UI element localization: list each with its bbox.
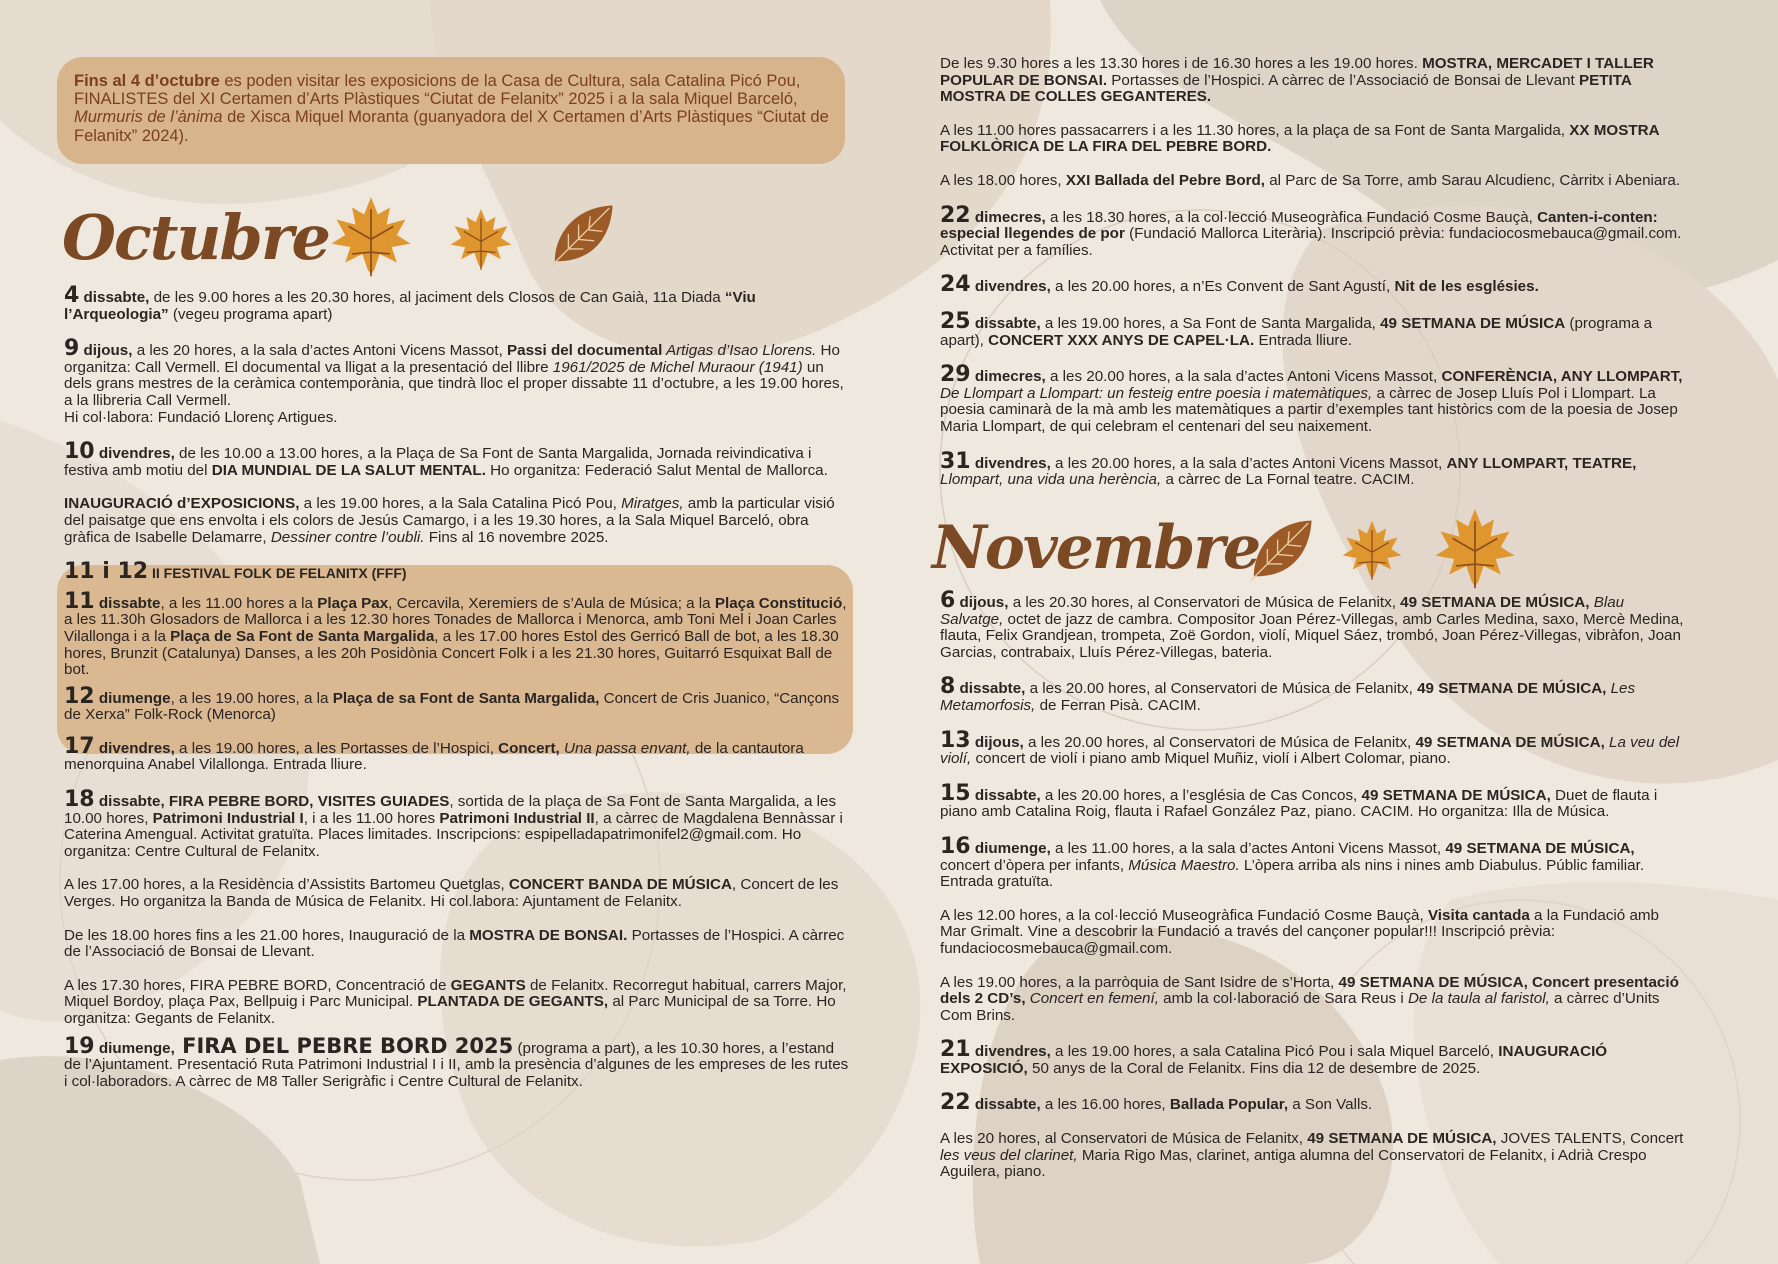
maple-leaf-icon [1432, 502, 1518, 592]
event-nov-22: 22 dissabte, a les 16.00 hores, Ballada Popular, a Son Valls. [940, 1090, 1373, 1116]
event-oct-18: 18 dissabte, FIRA PEBRE BORD, VISITES GUIADES, sortida de la plaça de Sa Font de Santa Margalida, a les 10.00 hores, Patrimoni Industrial I, i a les 11.00 hores Patrimoni Industrial II, a càrrec de Magdalena Bennàssar i Caterina Amengual. Activitat gratuïta. Places limitades. Inscripcions: espipelladapatrimonifel2@gmail.com. Ho organitza: Centre Cultural de Felanitx. [64, 787, 843, 860]
novembre-events [940, 588, 1685, 1198]
intro-text: Fins al 4 d’octubre es poden visitar les exposicions de la Casa de Cultura, sala Catalina Picó Pou, FINALISTES del XI Certamen d’Arts Plàstiques “Ciutat de Felanitx” 2025 i a la sala Miquel Barceló, Murmuris de l’ànima de Xisca Miquel Moranta (guanyadora del X Certamen d’Arts Plàstiques “Ciutat de Felanitx” 2024). [74, 72, 829, 145]
event-oct-12: 12 diumenge, a les 19.00 hores, a la Plaça de sa Font de Santa Margalida, Concert de Cris Juanico, “Cançons de Xerxa” Folk-Rock (Menorca) [64, 683, 840, 724]
event-bonsai-mercadet: De les 9.30 hores a les 13.30 hores i de 16.30 hores a les 19.00 hores. MOSTRA, MERCADET I TALLER POPULAR DE BONSAI. Portasses de l’Hospici. A càrrec de l’Associació de Bonsai de Llevant PETITA MOSTRA DE COLLES GEGANTERES. [940, 55, 1654, 106]
maple-leaf-icon [448, 198, 514, 278]
event-mostra-bonsai: De les 18.00 hores fins a les 21.00 hores, Inauguració de la MOSTRA DE BONSAI. Portasses de l’Hospici. A càrrec de l’Associació de Bonsai de Llevant. [64, 926, 845, 961]
event-oct-10: 10 divendres, de les 10.00 a 13.00 hores, a la Plaça de Sa Font de Santa Margalida, Jornada reivindicativa i festiva amb motiu del DIA MUNDIAL DE LA SALUT MENTAL. Ho organitza: Federació Salut Mental de Mallorca. [64, 439, 828, 479]
event-concert-banda: A les 17.00 hores, a la Residència d’Assistits Bartomeu Quetglas, CONCERT BANDA DE MÚSICA, Concert de les Verges. Ho organitza la Banda de Música de Felanitx. Hi col.labora: Ajuntament de Felanitx. [64, 876, 839, 911]
event-oct-17: 17 divendres, a les 19.00 hores, a les Portasses de l’Hospici, Concert, Una passa envant, de la cantautora menorquina Anabel Vilallonga. Entrada lliure. [64, 733, 804, 774]
event-nov-8: 8 dissabte, a les 20.00 hores, al Conservatori de Música de Felanitx, 49 SETMANA DE MÚSICA, Les Metamorfosis, de Ferran Pisà. CACIM. [940, 674, 1636, 714]
event-oct-4: 4 dissabte, de les 9.00 hores a les 20.30 hores, al jaciment dels Closos de Can Gaià, 11a Diada “Viu l’Arqueologia” (vegeu programa apart) [64, 283, 756, 323]
event-nov-13: 13 dijous, a les 20.00 hores, al Conservatori de Música de Felanitx, 49 SETMANA DE MÚSICA, La veu del violí, concert de violí i piano amb Miquel Muñiz, violí i Albert Colomar, piano. [940, 727, 1680, 768]
event-oct-22: 22 dimecres, a les 18.30 hores, a la col·lecció Museogràfica Fundació Cosme Bauçà, Canten-i-conten: especial llegendes de por (Fundació Mallorca Literària). Inscripció prèvia: fundaciocosmebauca@gmail.com. Activitat per a famílies. [940, 202, 1682, 259]
event-joves-talents: A les 20 hores, al Conservatori de Música de Felanitx, 49 SETMANA DE MÚSICA, JOVES TALENTS, Concert les veus del clarinet, Maria Rigo Mas, clarinet, antiga alumna del Conservatori de Felanitx, i Adrià Crespo Aguilera, piano. [940, 1130, 1684, 1181]
oak-leaf-icon [546, 200, 618, 268]
event-oct-31: 31 divendres, a les 20.00 hores, a la sala d’actes Antoni Vicens Massot, ANY LLOMPART, TEATRE, Llompart, una vida una herència, a càrrec de La Fornal teatre. CACIM. [940, 448, 1637, 489]
event-ballada-pebre-bord: A les 18.00 hores, XXI Ballada del Pebre Bord, al Parc de Sa Torre, amb Sarau Alcudienc, Càrritx i Abeniara. [940, 171, 1681, 189]
event-concert-horta: A les 19.00 hores, a la parròquia de Sant Isidre de s’Horta, 49 SETMANA DE MÚSICA, Concert presentació dels 2 CD’s, Concert en femení, amb la col·laboració de Sara Reus i De la taula al faristol, a càrrec d’Units Com Brins. [940, 973, 1679, 1024]
event-inauguracio-exposicions: INAUGURACIÓ d’EXPOSICIONS, a les 19.00 hores, a la Sala Catalina Picó Pou, Miratges, amb la particular visió del paisatge que ens envolta i els colors de Jesús Camargo, i a les 19.30 hores, a la Sala Miquel Barceló, obra gràfica de Isabelle Delamarre, Dessiner contre l’oubli. Fins al 16 novembre 2025. [64, 495, 835, 546]
event-oct-29: 29 dimecres, a les 20.00 hores, a la sala d’actes Antoni Vicens Massot, CONFERÈNCIA, ANY LLOMPART, De Llompart a Llompart: un festeig entre poesia i matemàtiques, a càrrec de Josep Lluís Pol i Llompart. La poesia caminarà de la mà amb les matemàtiques a partir d’exemples tant històrics com de la poesia de Josep Maria Llompart, de qui celebram el centenari del seu naixement. [940, 362, 1683, 435]
event-visita-cantada: A les 12.00 hores, a la col·lecció Museogràfica Fundació Cosme Bauçà, Visita cantada a la Fundació amb Mar Grimalt. Vine a descobrir la Fundació a través del cançoner popular!!! Inscripció prèvia: fundaciocosmebauca@gmail.com. [940, 906, 1659, 957]
oak-leaf-icon [1246, 515, 1316, 583]
event-oct-19: 19 diumenge, FIRA DEL PEBRE BORD 2025 (programa a part), a les 10.30 hores, a l’estand de l’Ajuntament. Presentació Ruta Patrimoni Industrial I i II, amb la presència d’algunes de les empreses de les rutes i col·laboradors. A càrrec de M8 Taller Serigràfic i Centre Cultural de Felanitx. [64, 1033, 849, 1090]
maple-leaf-icon [1340, 510, 1404, 588]
event-nov-6: 6 dijous, a les 20.30 hores, al Conservatori de Música de Felanitx, 49 SETMANA DE MÚSICA, Blau Salvatge, octet de jazz de cambra. Compositor Joan Pérez-Villegas, amb Carles Medina, saxo, Mercè Medina, flauta, Felix Grandjean, trompeta, Zoë Gordon, violí, Miquel Sáez, trombó, Joan Pérez-Villegas, vibràfon, Joan Garcias, contrabaix, Lluís Pérez-Villegas, bateria. [940, 588, 1684, 661]
event-mostra-folklorica: A les 11.00 hores passacarrers i a les 11.30 hores, a la plaça de sa Font de Santa Margalida, XX MOSTRA FOLKLÒRICA DE LA FIRA DEL PEBRE BORD. [940, 121, 1659, 156]
event-oct-9: 9 dijous, a les 20 hores, a la sala d’actes Antoni Vicens Massot, Passi del documental Artigas d’Isao Llorens. Ho organitza: Call Vermell. El documental va lligat a la presentació del llibre 1961/2025 de Michel Muraour (1941) un dels grans mestres de la ceràmica contemporània, que tindrà lloc el proper dissabte 11 d’octubre, a les 19.00 hores, a la llibreria Call Vermell. Hi col·labora: Fundació Llorenç Artigues. [64, 336, 844, 426]
event-oct-24: 24 divendres, a les 20.00 hores, a n’Es Convent de Sant Agustí, Nit de les esglésies. [940, 272, 1539, 298]
month-title-octubre: Octubre [62, 201, 329, 274]
month-title-novembre: Novembre [932, 513, 1260, 583]
octubre-events-continued [940, 56, 1685, 506]
maple-leaf-icon [328, 190, 414, 280]
event-nov-16: 16 diumenge, a les 11.00 hores, a la sala d’actes Antoni Vicens Massot, 49 SETMANA DE MÚSICA, concert d’òpera per infants, Música Maestro. L’òpera arriba als nins i nines amb Diabulus. Públic familiar. Entrada gratuïta. [940, 833, 1645, 891]
event-nov-15: 15 dissabte, a les 20.00 hores, a l’església de Cas Concos, 49 SETMANA DE MÚSICA, Duet de flauta i piano amb Catalina Roig, flauta i Rafael González Paz, piano. CACIM. Ho organitza: Illa de Música. [940, 780, 1658, 821]
event-oct-11: 11 dissabte, a les 11.00 hores a la Plaça Pax, Cercavila, Xeremiers de s’Aula de Música; a la Plaça Constitució, a les 11.30h Glosadors de Mallorca i a les 12.30 hores Tonades de Mallorca i Menorca, amb Toni Mel i Joan Carles Vilallonga i a la Plaça de Sa Font de Santa Margalida, a les 17.00 hores Estol des Gerricó Ball de bot, a les 18.30 hores, Brunzit (Catalunya) Danses, a les 20h Posidònia Concert Folk i a les 21.30 hores, Guitarró Esquixat Ball de bot. [64, 588, 847, 679]
event-oct-25: 25 dissabte, a les 19.00 hores, a Sa Font de Santa Margalida, 49 SETMANA DE MÚSICA (programa a apart), CONCERT XXX ANYS DE CAPEL·LA. Entrada lliure. [940, 308, 1653, 349]
octubre-events [64, 283, 849, 1107]
event-gegants: A les 17.30 hores, FIRA PEBRE BORD, Concentració de GEGANTS de Felanitx. Recorregut habitual, carrers Major, Miquel Bordoy, plaça Pax, Bellpuig i Parc Municipal. PLANTADA DE GEGANTS, al Parc Municipal de sa Torre. Ho organitza: Gegants de Felanitx. [64, 976, 847, 1027]
fff-header: 11 i 12 II FESTIVAL FOLK DE FELANITX (FFF) [64, 559, 407, 585]
event-nov-21: 21 divendres, a les 19.00 hores, a sala Catalina Picó Pou i sala Miquel Barceló, INAUGURACIÓ EXPOSICIÓ, 50 anys de la Coral de Felanitx. Fins dia 12 de desembre de 2025. [940, 1037, 1608, 1077]
